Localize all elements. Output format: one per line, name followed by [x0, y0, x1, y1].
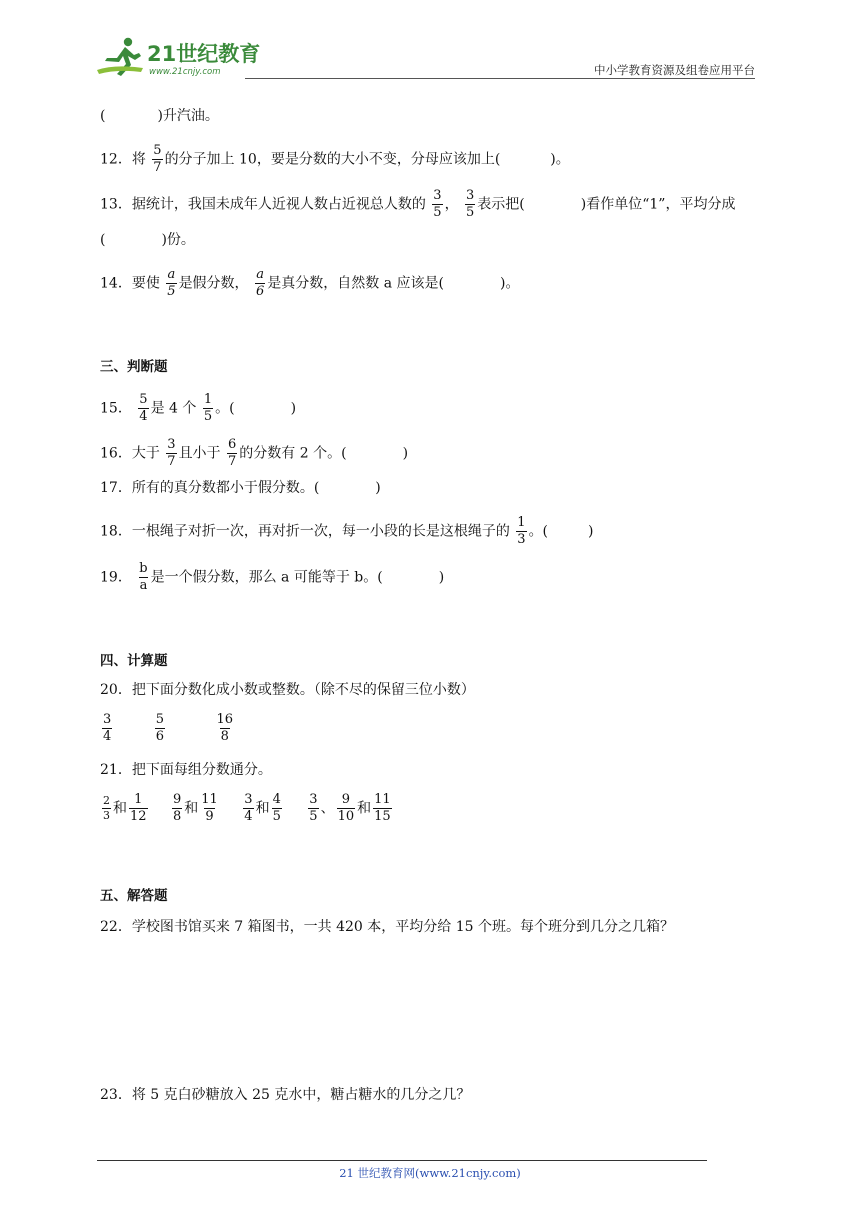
- fraction: $\frac{1}{5}$: [203, 392, 213, 424]
- question-20: 20．把下面分数化成小数或整数。（除不尽的保留三位小数）: [100, 682, 475, 698]
- fraction: $\frac{2}{3}$: [103, 794, 110, 822]
- fraction: $\frac{9}{8}$: [173, 792, 182, 824]
- site-logo: [95, 34, 265, 78]
- fraction: $\frac{9}{10}$: [337, 792, 355, 824]
- fraction: $\frac{3}{4}$: [103, 712, 112, 744]
- question-21-fractions: $\frac{2}{3}$ 和 $\frac{1}{12}$ $\frac{9}{8}$ 和 $\frac{11}{9}$ $\frac{3}{4}$ 和 $\frac{4}{5}$ $\frac{3}{5}$ 、 $\frac{9}{10}$ 和 $\frac{11}{15}$: [103, 792, 391, 824]
- question-18: 18．一根绳子对折一次，再对折一次，每一小段的长是这根绳子的 $\frac{1}{3}$ 。( ): [100, 515, 594, 547]
- fraction: $\frac{1}{12}$: [130, 792, 147, 824]
- section-heading-calculation: 四、计算题: [100, 653, 168, 669]
- fraction: $\frac{5}{4}$: [139, 392, 148, 424]
- fraction: $\frac{11}{15}$: [374, 792, 391, 824]
- header-rule: [245, 78, 755, 79]
- fraction: $\frac{b}{a}$: [139, 561, 148, 593]
- question-13: 13．据统计，我国未成年人近视人数占近视总人数的 $\frac{3}{5}$ ， $\frac{3}{5}$ 表示把( )看作单位“1”，平均分成: [100, 188, 736, 220]
- section-heading-judgement: 三、判断题: [100, 359, 168, 375]
- fraction: $\frac{16}{8}$: [216, 712, 234, 744]
- section-heading-answers: 五、解答题: [100, 888, 168, 904]
- question-12: 12．将 $\frac{5}{7}$ 的分子加上 10，要是分数的大小不变，分母应该加上( )。: [100, 143, 570, 175]
- fraction: $\frac{5}{6}$: [155, 712, 165, 744]
- footer-rule: [97, 1160, 707, 1161]
- fraction: $\frac{a}{5}$: [167, 267, 176, 299]
- question-20-fractions: [100, 713, 236, 744]
- question-22: 22．学校图书馆买来 7 箱图书，一共 420 本，平均分给 15 个班。每个班分到几分之几箱？: [100, 919, 674, 935]
- question-16: 16．大于 $\frac{3}{7}$ 且小于 $\frac{6}{7}$ 的分数有 2 个。( ): [100, 437, 409, 469]
- fraction: $\frac{3}{7}$: [167, 437, 176, 469]
- fraction: $\frac{3}{4}$: [244, 792, 253, 824]
- fraction: $\frac{5}{7}$: [153, 143, 162, 175]
- svg-text:21世纪教育: 21世纪教育: [147, 42, 261, 66]
- question-15: 15． $\frac{5}{4}$ 是 4 个 $\frac{1}{5}$ 。( ): [100, 392, 297, 424]
- page-header: [95, 34, 755, 80]
- svg-text:www.21cnjy.com: www.21cnjy.com: [149, 67, 221, 77]
- question-13-line2: ( )份。: [100, 232, 195, 248]
- footer-link[interactable]: 21 世纪教育网(www.21cnjy.com): [339, 1166, 521, 1180]
- question-11-tail: ( )升汽油。: [100, 108, 219, 124]
- fraction: $\frac{3}{5}$: [433, 188, 442, 220]
- fraction: $\frac{3}{5}$: [466, 188, 475, 220]
- fraction: $\frac{3}{5}$: [309, 792, 318, 824]
- question-17: 17．所有的真分数都小于假分数。( ): [100, 480, 381, 496]
- fraction: $\frac{4}{5}$: [272, 792, 281, 824]
- platform-name: 中小学教育资源及组卷应用平台: [594, 63, 755, 77]
- question-21: 21．把下面每组分数通分。: [100, 762, 272, 778]
- question-14: 14．要使 $\frac{a}{5}$ 是假分数， $\frac{a}{6}$ 是真分数，自然数 a 应该是( )。: [100, 267, 520, 299]
- fraction: $\frac{a}{6}$: [256, 267, 265, 299]
- fraction: $\frac{1}{3}$: [517, 515, 526, 547]
- question-23: 23．将 5 克白砂糖放入 25 克水中，糖占糖水的几分之几？: [100, 1087, 471, 1103]
- fraction: $\frac{6}{7}$: [228, 437, 237, 469]
- question-19: 19． $\frac{b}{a}$ 是一个假分数，那么 a 可能等于 b。( ): [100, 561, 445, 593]
- fraction: $\frac{11}{9}$: [201, 792, 218, 824]
